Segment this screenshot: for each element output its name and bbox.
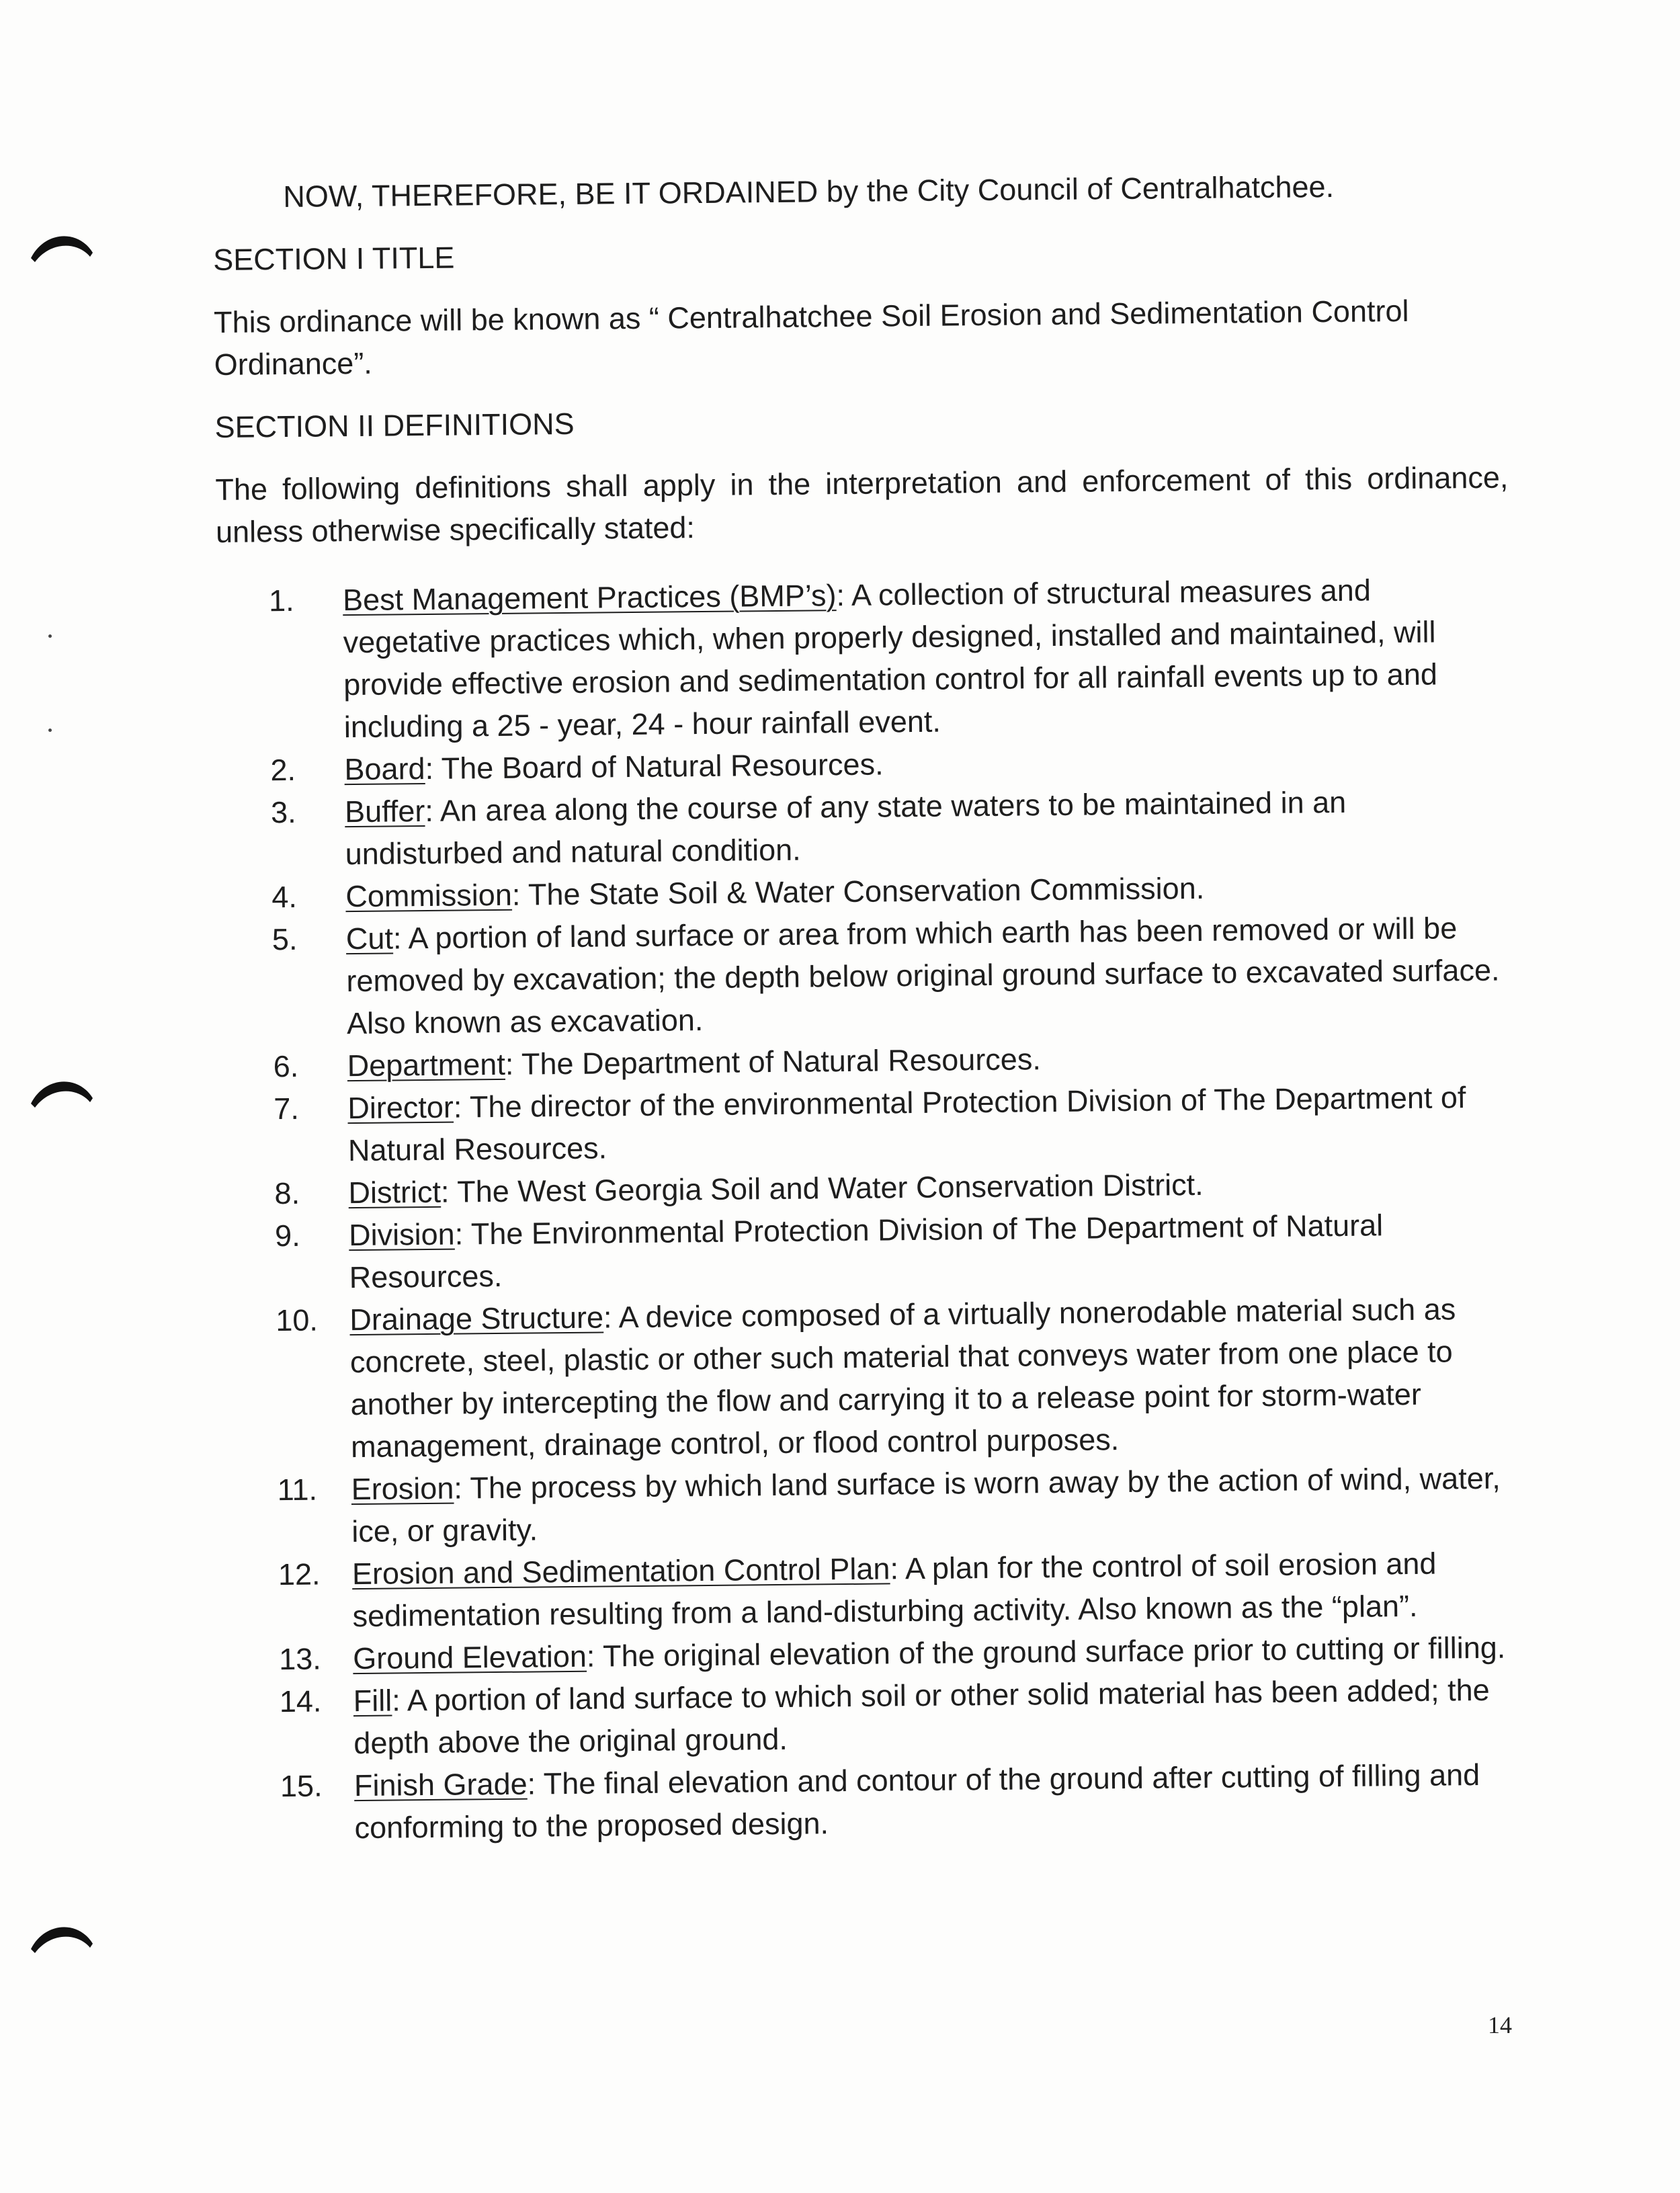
definition-number: 2. [270, 752, 296, 788]
definition-text: : The process by which land surface is worn away by the action of wind, water, ice, or gravity. [351, 1460, 1501, 1549]
definition-text: : The Board of Natural Resources. [425, 747, 884, 786]
definition-item [216, 568, 1511, 749]
definition-number: 9. [274, 1218, 300, 1253]
definition-number: 13. [278, 1641, 321, 1677]
punch-hole-mark-top [26, 226, 99, 266]
definition-term: Cut [345, 921, 394, 956]
definition-text: : A plan for the control of soil erosion and sedimentation resulting from a land-disturbing activity. Also known as the “plan”. [352, 1546, 1437, 1634]
definition-number: 3. [270, 794, 296, 830]
definition-item [223, 1287, 1517, 1468]
definition-text: : The Department of Natural Resources. [505, 1042, 1042, 1081]
section-1-text: This ordinance will be known as “ Centralhatchee Soil Erosion and Sedimentation Control Ordinance”. [213, 293, 1409, 382]
definition-text: : The State Soil & Water Conservation Commission. [511, 870, 1205, 912]
definition-item [226, 1668, 1520, 1765]
definition-text: : An area along the course of any state waters to be maintained in an undisturbed and natural condition. [345, 784, 1347, 872]
definition-term: Board [344, 751, 425, 787]
definition-term: Director [347, 1089, 454, 1126]
definition-item [218, 779, 1512, 876]
definition-item [226, 1541, 1519, 1638]
definition-number: 6. [273, 1048, 299, 1084]
definition-term: Erosion and Sedimentation Control Plan [351, 1551, 890, 1591]
definitions-list [216, 568, 1521, 1850]
punch-hole-mark-middle [26, 1071, 99, 1112]
section-2-heading: SECTION II DEFINITIONS [214, 406, 575, 444]
definition-number: 14. [279, 1684, 322, 1719]
definition-number: 4. [271, 879, 298, 915]
scan-speck [48, 634, 52, 638]
definition-number: 1. [268, 583, 294, 618]
definition-text: : The director of the environmental Protection Division of The Department of Natural Resources. [347, 1080, 1466, 1168]
definition-text: : A portion of land surface or area from which earth has been removed or will be removed by excavation; the depth below original ground surface to excavated surface. Also known as excavation. [346, 911, 1500, 1041]
definition-term: Commission [345, 877, 513, 914]
definition-term: Erosion [351, 1471, 454, 1507]
definition-term: Buffer [344, 794, 425, 829]
definition-number: 8. [274, 1175, 300, 1211]
definition-number: 7. [274, 1091, 300, 1126]
definition-term: Division [348, 1216, 455, 1253]
definition-term: Department [347, 1046, 506, 1083]
definition-item [220, 906, 1514, 1045]
definition-term: Best Management Practices (BMP’s) [342, 578, 837, 618]
definition-text: : A collection of structural measures and vegetative practices which, when properly designed, installed and maintained, will provide effective erosion and sedimentation control for all rainfall events up to and including a 25 - year, 24 - hour rainfall event. [343, 573, 1438, 745]
definition-text: : The Environmental Protection Division of The Department of Natural Resources. [349, 1208, 1384, 1295]
definition-term: Ground Elevation [352, 1639, 587, 1676]
definition-item [228, 1753, 1521, 1850]
definition-term: Fill [353, 1683, 392, 1719]
scan-speck [48, 729, 52, 732]
ordained-clause: NOW, THEREFORE, BE IT ORDAINED by the City Council of Centralhatchee. [283, 169, 1335, 214]
definition-item [221, 1075, 1515, 1172]
section-1-heading: SECTION I TITLE [212, 240, 455, 277]
definition-item [222, 1202, 1516, 1299]
definition-number: 15. [280, 1768, 323, 1804]
definition-text: : The original elevation of the ground surface prior to cutting or filling. [586, 1630, 1506, 1673]
page-number: 14 [1488, 2012, 1512, 2038]
definition-term: Drainage Structure [349, 1300, 604, 1337]
section-2-intro: The following definitions shall apply in the interpretation and enforcement of this ordinance, unless otherwise specifically stated: [215, 460, 1509, 549]
definition-term: Finish Grade [353, 1766, 528, 1803]
definition-text: : A device composed of a virtually nonerodable material such as concrete, steel, plastic or other such material that conveys water from one place to another by intercepting the flow and carrying it to a release point for storm-water management, drainage control, or flood control purposes. [349, 1292, 1456, 1464]
definition-number: 12. [278, 1557, 321, 1592]
definition-item [224, 1456, 1518, 1553]
document-body [212, 164, 1521, 1850]
definition-text: : The final elevation and contour of the ground after cutting of filling and conforming to the proposed design. [354, 1757, 1480, 1846]
definition-term: District [348, 1174, 442, 1210]
definition-number: 5. [271, 921, 298, 957]
definition-text: : The West Georgia Soil and Water Conservation District. [440, 1167, 1204, 1209]
punch-hole-mark-bottom [26, 1917, 99, 1957]
definition-number: 11. [277, 1472, 318, 1507]
definition-text: : A portion of land surface to which soil or other solid material has been added; the depth above the original ground. [353, 1672, 1490, 1761]
definition-number: 10. [276, 1302, 319, 1338]
